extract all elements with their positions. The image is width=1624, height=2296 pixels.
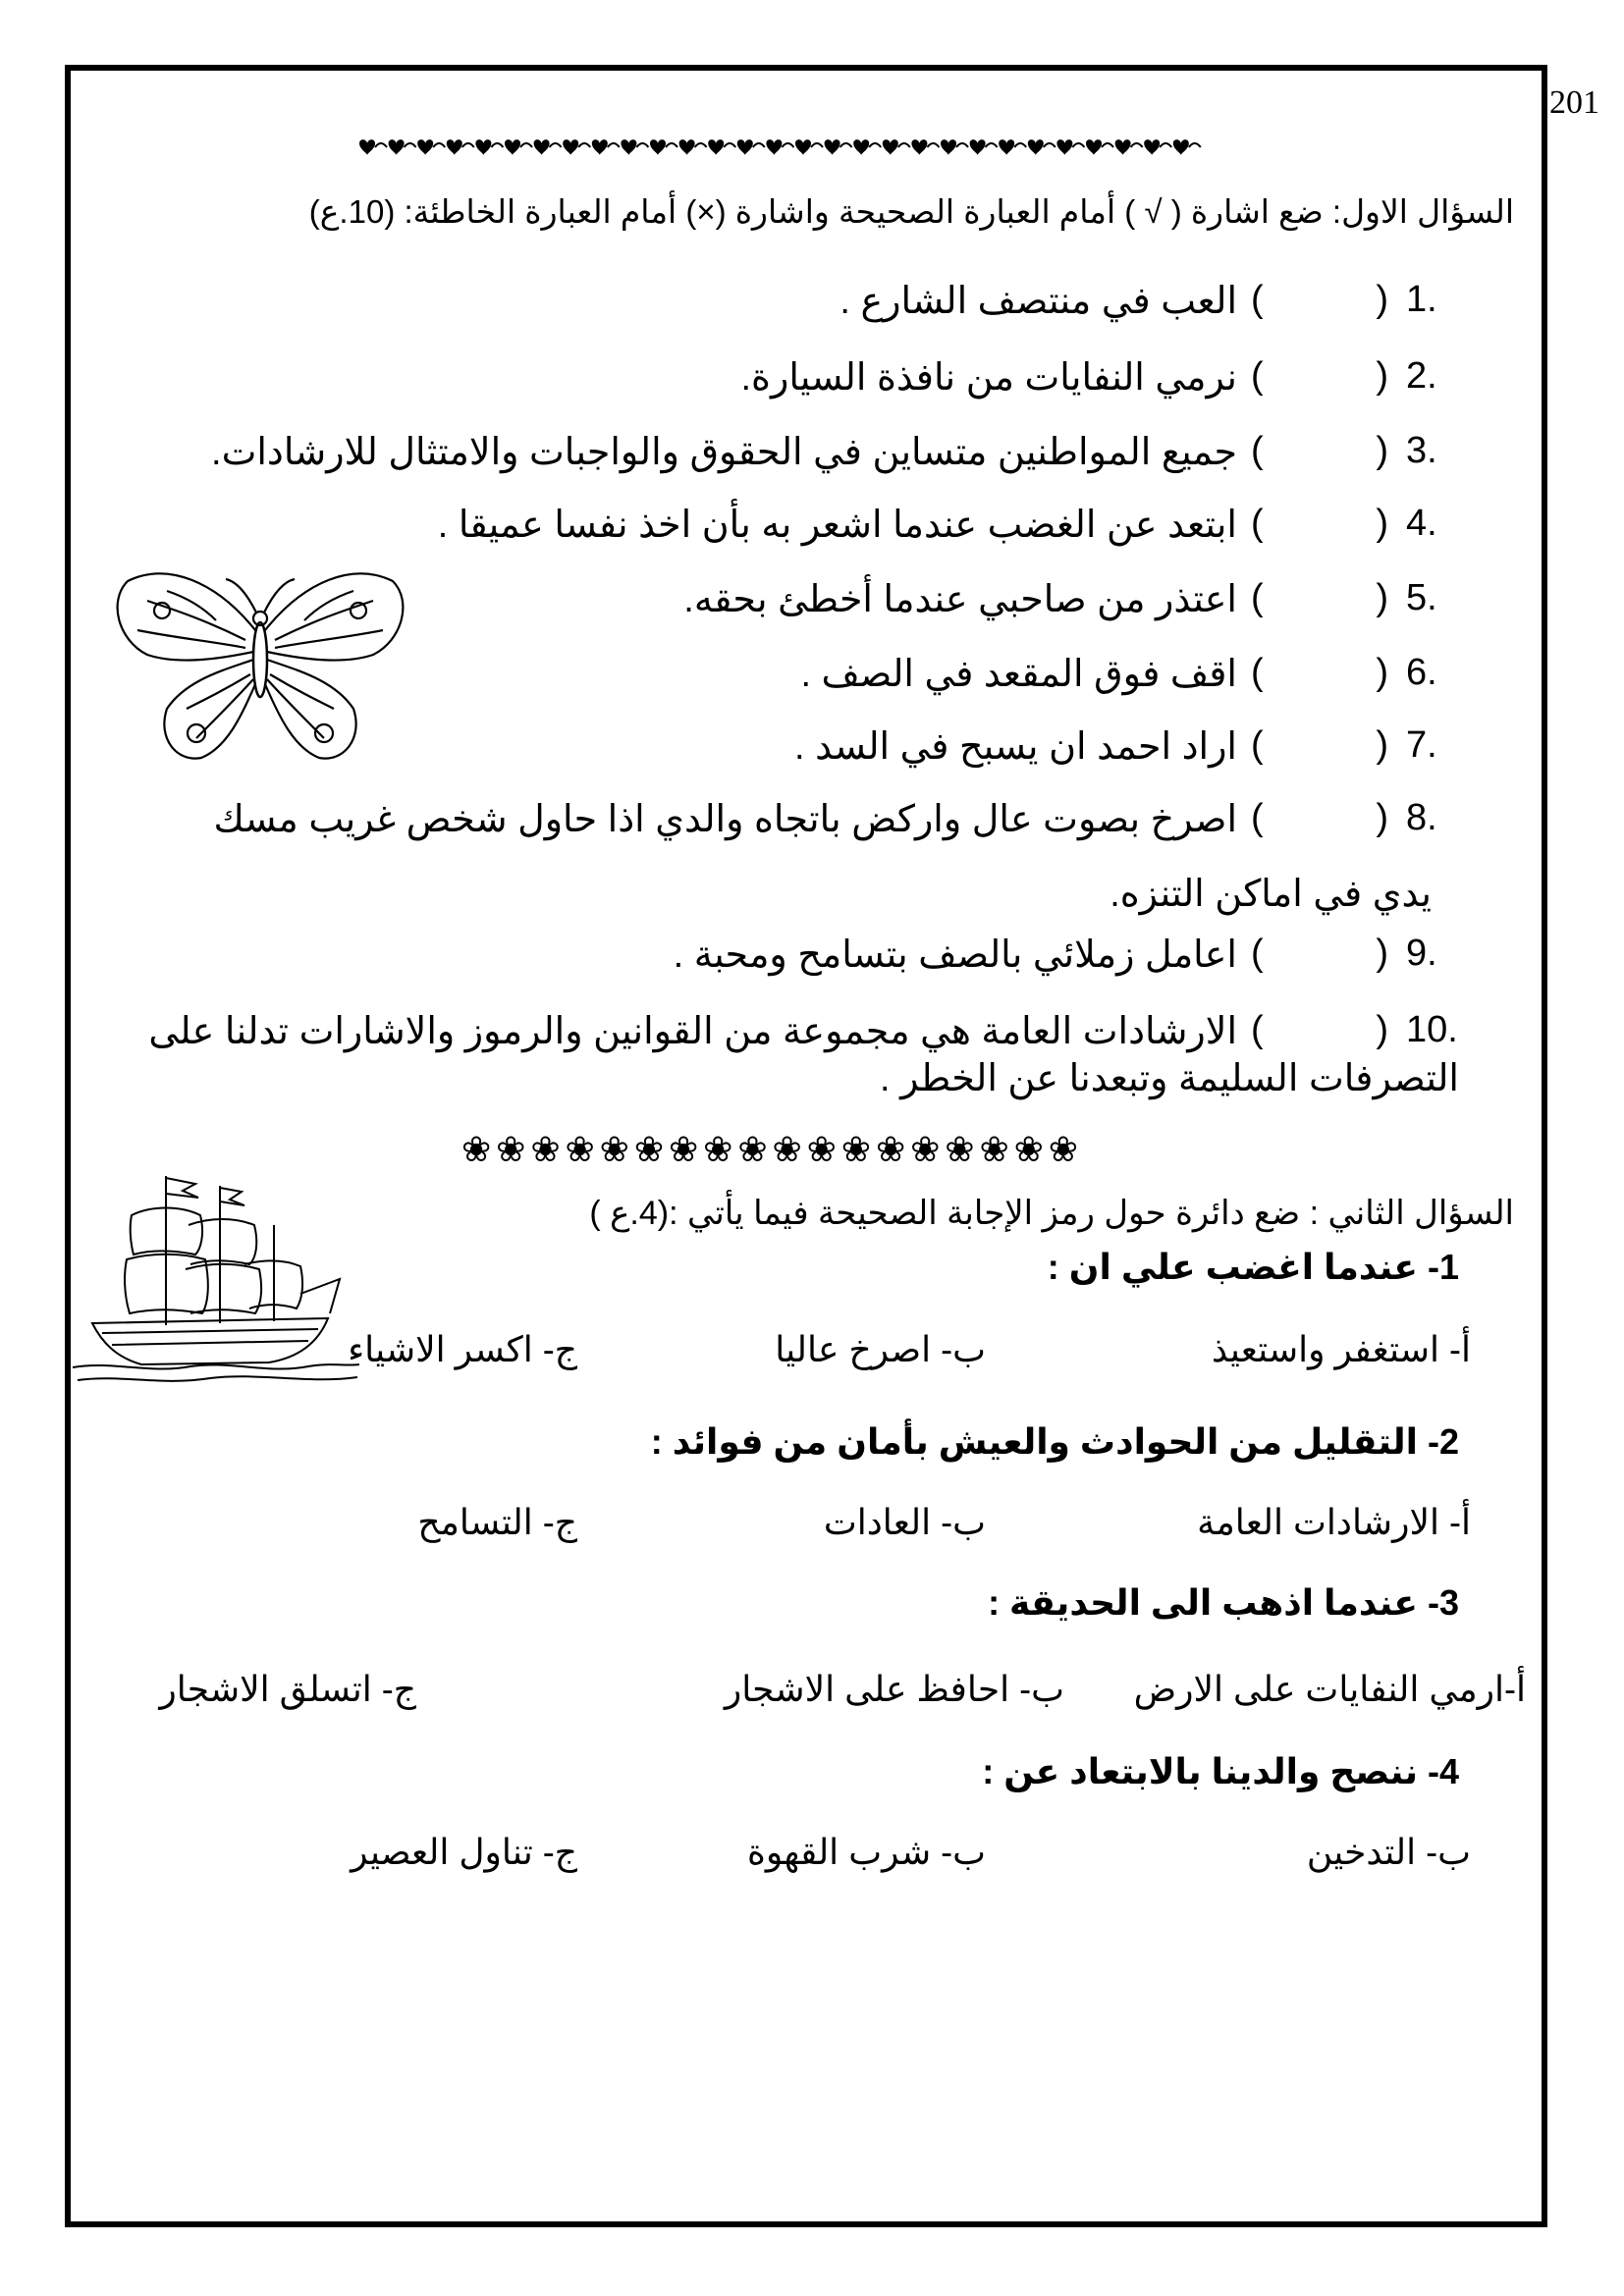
heart-ornament [795,139,811,155]
heart-ornament-divider [353,135,1208,159]
statement-text: نرمي النفايات من نافذة السيارة. [740,357,1237,399]
heart-ornament [1173,139,1189,155]
mc-option[interactable]: أ- استغفر واستعيذ [1211,1329,1471,1369]
heart-ornament [650,139,666,155]
statement-number: 6. [1406,652,1437,693]
statement-item [110,279,1465,328]
statement-item [110,355,1465,404]
mc-option[interactable]: أ- الارشادات العامة [1197,1502,1471,1542]
heart-ornament [825,139,840,155]
heart-ornament [563,139,578,155]
heart-ornament [1028,139,1044,155]
answer-blank[interactable] [1251,355,1388,400]
statement-continuation: يدي في اماكن التنزه. [1110,874,1432,915]
heart-ornament [911,139,927,155]
heart-ornament [475,139,491,155]
statement-item [110,430,1465,479]
heart-ornament [447,139,462,155]
mc-question-stem: 1- عندما اغضب علي ان : [1047,1247,1459,1287]
answer-blank[interactable] [1251,1009,1388,1054]
butterfly-illustration [108,561,412,772]
heart-ornament [883,139,898,155]
heart-ornament [1115,139,1131,155]
heart-ornament [359,139,375,155]
statement-number: 3. [1406,430,1437,471]
statement-item [110,503,1465,552]
mc-option[interactable]: ب- شرب القهوة [746,1832,986,1872]
mc-question-stem: 4- ننصح والدينا بالابتعاد عن : [982,1751,1459,1791]
statement-text: اقف فوق المقعد في الصف . [800,654,1237,695]
flower-divider: ❀❀❀❀❀❀❀❀❀❀❀❀❀❀❀❀❀❀ [461,1129,1083,1169]
statement-text: العب في منتصف الشارع . [839,281,1237,322]
mc-option[interactable]: ج- اتسلق الاشجار [159,1669,416,1709]
mc-option[interactable]: ب- احافظ على الاشجار [724,1669,1064,1709]
mc-option[interactable]: أ-ارمي النفايات على الارض [1133,1669,1526,1709]
statement-number: 1. [1406,279,1437,320]
statement-text: ابتعد عن الغضب عندما اشعر به بأن اخذ نفسا عميقا . [437,505,1237,546]
page-number: 201 [1549,84,1599,121]
heart-ornament [970,139,986,155]
question-1-heading: السؤال الاول: ضع اشارة ( √ ) أمام العبارة الصحيحة واشارة (×) أمام العبارة الخاطئة: (10.ع) [308,193,1514,230]
heart-ornament [417,139,433,155]
answer-blank[interactable] [1251,724,1388,770]
statement-number: 9. [1406,933,1437,974]
answer-blank[interactable] [1251,503,1388,548]
mc-option[interactable]: ب- اصرخ عاليا [775,1329,986,1369]
answer-blank[interactable] [1251,933,1388,978]
heart-ornament [679,139,695,155]
mc-question-stem: 3- عندما اذهب الى الحديقة : [988,1582,1459,1623]
mc-option[interactable]: ج- تناول العصير [351,1832,577,1872]
answer-blank[interactable] [1251,577,1388,622]
heart-ornament [389,139,405,155]
answer-blank[interactable] [1251,279,1388,324]
mc-option[interactable]: ج- التسامح [417,1502,577,1542]
statement-text: اعامل زملائي بالصف بتسامح ومحبة . [673,934,1237,976]
heart-ornament [621,139,636,155]
heart-ornament [1144,139,1160,155]
statement-text: الارشادات العامة هي مجموعة من القوانين والرموز والاشارات تدلنا على [148,1011,1237,1052]
heart-ornament [592,139,608,155]
statement-number: 10. [1406,1009,1458,1050]
statement-number: 8. [1406,797,1437,838]
mc-option[interactable]: ج- اكسر الاشياء [348,1329,577,1369]
answer-blank[interactable] [1251,797,1388,842]
answer-blank[interactable] [1251,652,1388,697]
mc-question-stem: 2- التقليل من الحوادث والعيش بأمان من فوائد : [650,1421,1459,1462]
heart-ornament [1056,139,1072,155]
mc-option[interactable]: ب- العادات [823,1502,986,1542]
heart-ornament [1086,139,1102,155]
statement-text: اصرخ بصوت عال واركض باتجاه والدي اذا حاول شخص غريب مسك [213,799,1237,840]
heart-ornament [941,139,956,155]
mc-option[interactable]: ب- التدخين [1306,1832,1471,1872]
statement-item [110,797,1465,846]
question-2-heading: السؤال الثاني : ضع دائرة حول رمز الإجابة الصحيحة فيما يأتي :(4.ع ) [589,1195,1514,1232]
answer-blank[interactable] [1251,430,1388,475]
statement-text: اراد احمد ان يسبح في السد . [793,726,1237,768]
heart-ornament [534,139,550,155]
statement-continuation: التصرفات السليمة وتبعدنا عن الخطر . [879,1058,1459,1099]
heart-ornament [766,139,782,155]
statement-number: 2. [1406,355,1437,397]
statement-number: 7. [1406,724,1437,766]
heart-ornament [999,139,1014,155]
sailing-ship-illustration [73,1156,359,1392]
statement-text: اعتذر من صاحبي عندما أخطئ بحقه. [683,579,1237,620]
heart-ornament [853,139,869,155]
heart-ornament [708,139,724,155]
heart-ornament [737,139,753,155]
heart-ornament [505,139,520,155]
statement-text: جميع المواطنين متساين في الحقوق والواجبات والامتثال للارشادات. [211,432,1237,473]
statement-number: 4. [1406,503,1437,544]
statement-item [110,1009,1465,1058]
statement-item [110,933,1465,982]
statement-number: 5. [1406,577,1437,618]
